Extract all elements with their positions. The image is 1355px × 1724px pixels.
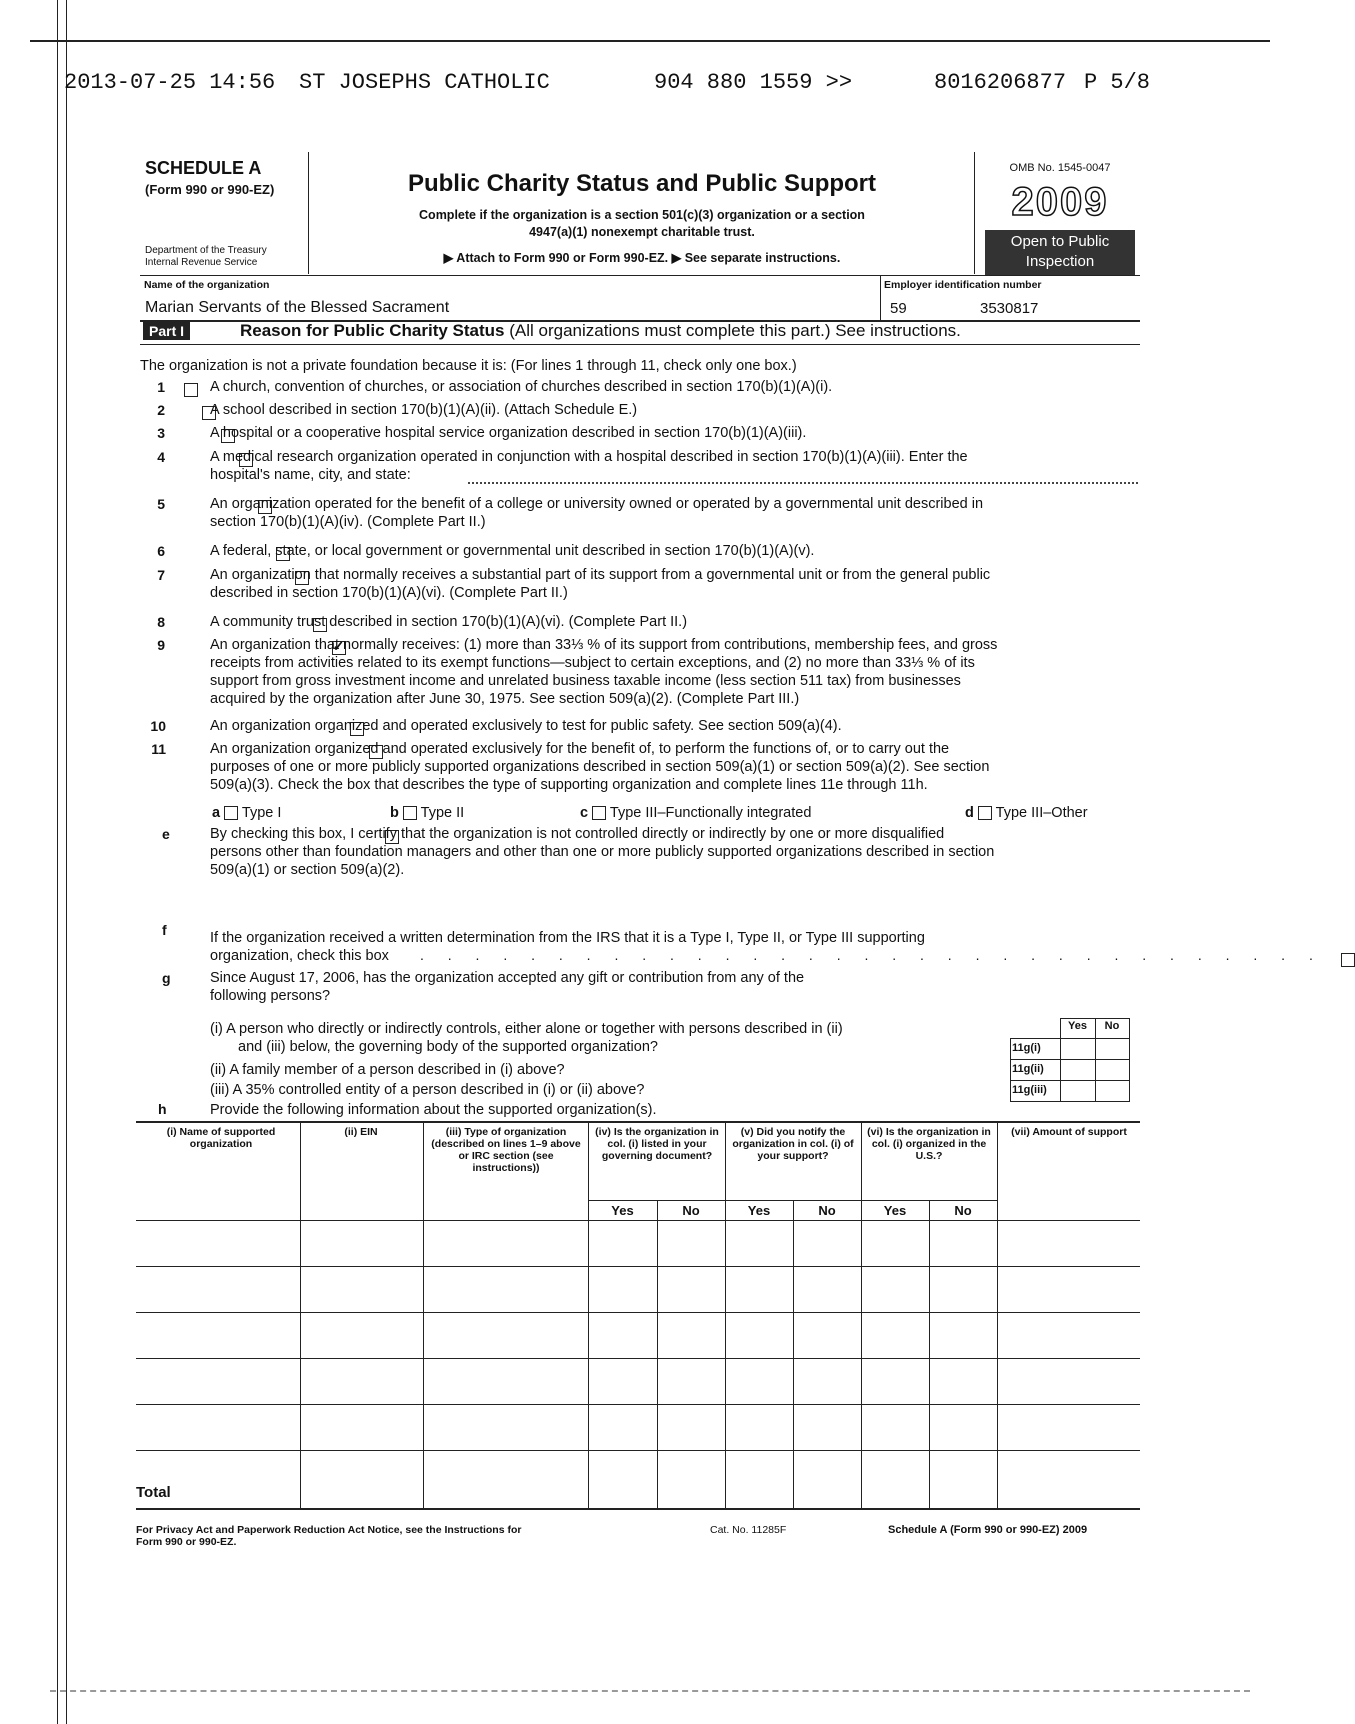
scan-noise-line xyxy=(50,1690,1250,1692)
scan-edge-line xyxy=(66,0,67,1724)
scan-top-line xyxy=(30,40,1270,42)
line-8-text: A community trust described in section 170(b)(1)(A)(vi). (Complete Part II.) xyxy=(210,614,688,630)
checkbox-line-1[interactable] xyxy=(184,383,198,397)
checkbox-type-c[interactable] xyxy=(592,806,606,820)
col-header-us: (vi) Is the organization in col. (i) organized in the U.S.? xyxy=(867,1126,991,1162)
col-header-ein: (ii) EIN xyxy=(344,1126,378,1138)
grid-line xyxy=(1010,1038,1130,1039)
line-11-text-b: purposes of one or more publicly supported organizations described in section 509(a)(1) or section 509(a)(2). See section xyxy=(210,759,990,775)
line-number: 11 xyxy=(151,741,166,757)
dept-line-2: Internal Revenue Service xyxy=(145,257,258,268)
line-11g-iii-text: (iii) A 35% controlled entity of a person described in (i) or (ii) above? xyxy=(210,1082,645,1098)
line-11g-ii-text: (ii) A family member of a person described in (i) above? xyxy=(210,1062,565,1078)
line-10-text: An organization organized and operated exclusively to test for public safety. See section 509(a)(4). xyxy=(210,718,842,734)
line-number: 3 xyxy=(157,425,165,441)
open-line-2: Inspection xyxy=(1025,253,1095,270)
yes-header: Yes xyxy=(611,1203,634,1218)
yes-header: Yes xyxy=(747,1203,771,1218)
type-d-option[interactable]: d Type III–Other xyxy=(965,805,1088,821)
line-9-text-d: acquired by the organization after June 30, 1975. See section 509(a)(2). (Complete Part III.) xyxy=(210,691,800,707)
no-header: No xyxy=(954,1203,972,1218)
line-number: 10 xyxy=(150,718,166,734)
no-header: No xyxy=(682,1203,700,1218)
line-11e-text-b: persons other than foundation managers and other than one or more publicly supported organizations described in section xyxy=(210,844,995,860)
hospital-input[interactable] xyxy=(468,482,1138,484)
table-row xyxy=(136,1266,1140,1267)
line-11g-i-text-a: (i) A person who directly or indirectly controls, either alone or together with persons described in (ii) xyxy=(210,1021,843,1037)
col-header-name: (i) Name of supported organization xyxy=(166,1126,276,1150)
line-number: 9 xyxy=(157,637,165,653)
line-4-text: A medical research organization operated in conjunction with a hospital described in section 170(b)(1)(A)(iii). Enter the xyxy=(210,449,968,465)
privacy-line-1: For Privacy Act and Paperwork Reduction Act Notice, see the Instructions for xyxy=(136,1524,522,1536)
part1-title: Reason for Public Charity Status xyxy=(240,321,505,340)
line-9-text-a: An organization that normally receives: (1) more than 33⅓ % of its support from contributions, membership fees, and gross xyxy=(210,637,998,653)
yes-header: Yes xyxy=(883,1203,907,1218)
grid-line xyxy=(1010,1038,1011,1102)
line-11h-letter: h xyxy=(158,1101,167,1117)
catalog-number: Cat. No. 11285F xyxy=(710,1524,787,1536)
ref-11g-i: 11g(i) xyxy=(1012,1042,1041,1054)
col-header-notify: (v) Did you notify the organization in col. (i) of your support? xyxy=(732,1126,854,1162)
form-subtitle-1: Complete if the organization is a section 501(c)(3) organization or a section xyxy=(419,208,865,222)
no-header: No xyxy=(1104,1020,1120,1032)
col-header-type: (iii) Type of organization (described on lines 1–9 above or IRC section (see instructions)) xyxy=(431,1126,581,1174)
header-divider-left xyxy=(308,152,309,274)
line-11e-text-a: By checking this box, I certify that the organization is not controlled directly or indirectly by one or more disqualified xyxy=(210,826,945,842)
schedule-label: SCHEDULE A xyxy=(145,158,262,178)
line-11-text-c: 509(a)(3). Check the box that describes the type of supporting organization and complete lines 11e through 11h. xyxy=(210,777,928,793)
line-11g-letter: g xyxy=(162,970,171,986)
fax-datetime: 2013-07-25 14:56 xyxy=(64,70,276,95)
type-a-label: Type I xyxy=(241,805,282,821)
line-2-text: A school described in section 170(b)(1)(A)(ii). (Attach Schedule E.) xyxy=(210,402,638,418)
footer-form-name: Schedule A (Form 990 or 990-EZ) 2009 xyxy=(888,1524,1088,1536)
line-11e-letter: e xyxy=(162,826,170,842)
col-line xyxy=(997,1122,998,1510)
form-subtitle-2: 4947(a)(1) nonexempt charitable trust. xyxy=(529,225,755,239)
type-c-label: Type III–Functionally integrated xyxy=(609,805,812,821)
ref-11g-iii: 11g(iii) xyxy=(1012,1084,1047,1096)
grid-line xyxy=(1010,1059,1130,1060)
ein-suffix: 3530817 xyxy=(980,300,1039,317)
line-11h-text: Provide the following information about the supported organization(s). xyxy=(210,1102,657,1118)
checkbox-type-b[interactable] xyxy=(403,806,417,820)
ref-11g-ii: 11g(ii) xyxy=(1012,1063,1044,1075)
part1-tag: Part I xyxy=(143,322,190,340)
type-c-option[interactable]: c Type III–Functionally integrated xyxy=(580,805,812,821)
line-number: 6 xyxy=(157,543,165,559)
yes-no-grid xyxy=(1010,1018,1130,1102)
col-header-listed: (iv) Is the organization in col. (i) listed in your governing document? xyxy=(595,1126,719,1162)
line-5-text-a: An organization operated for the benefit of a college or university owned or operated by a governmental unit described in xyxy=(210,496,984,512)
header-divider-right xyxy=(974,152,975,274)
form-ref: (Form 990 or 990-EZ) xyxy=(145,182,275,197)
ein-label: Employer identification number xyxy=(884,279,1042,291)
col-header-amount: (vii) Amount of support xyxy=(1011,1126,1127,1138)
type-b-option[interactable]: b Type II xyxy=(390,805,465,821)
line-11g-i-text-b: and (iii) below, the governing body of the supported organization? xyxy=(238,1039,658,1055)
fax-page: P 5/8 xyxy=(1084,70,1151,95)
privacy-line-2: Form 990 or 990-EZ. xyxy=(136,1536,237,1548)
line-3-text: A hospital or a cooperative hospital service organization described in section 170(b)(1)(A)(iii). xyxy=(210,425,807,441)
line-number: 5 xyxy=(157,496,165,512)
col-line xyxy=(300,1122,301,1510)
line-number: 1 xyxy=(157,379,165,395)
fax-phone: 904 880 1559 >> xyxy=(654,70,853,95)
line-7-text-a: An organization that normally receives a substantial part of its support from a governmental unit or from the general public xyxy=(210,567,991,583)
grid-line xyxy=(1010,1080,1130,1081)
fax-sender: ST JOSEPHS CATHOLIC xyxy=(299,70,550,95)
grid-line xyxy=(1010,1101,1130,1102)
line-11-text-a: An organization organized and operated exclusively for the benefit of, to perform the functions of, or to carry out the xyxy=(210,741,950,757)
fax-dest: 8016206877 xyxy=(934,70,1067,95)
leader-dots: . . . . . . . . . . . . . . . . . . . . . . . . . . . . . . . . . xyxy=(420,947,1323,963)
part1-title-note: (All organizations must complete this part.) See instructions. xyxy=(509,321,961,340)
line-11f-text-a: If the organization received a written determination from the IRS that it is a Type I, Type II, or Type III supporting xyxy=(210,930,925,946)
no-header: No xyxy=(818,1203,836,1218)
part1-title-row xyxy=(240,321,961,341)
grid-line xyxy=(1129,1018,1130,1102)
checkbox-line-11f[interactable] xyxy=(1341,953,1355,967)
yes-header: Yes xyxy=(1068,1020,1087,1032)
open-to-public-badge xyxy=(985,230,1135,276)
part1-intro: The organization is not a private foundation because it is: (For lines 1 through 11, check only one box.) xyxy=(140,358,797,374)
line-6-text: A federal, state, or local government or governmental unit described in section 170(b)(1)(A)(v). xyxy=(210,543,815,559)
form-attach: ▶ Attach to Form 990 or Form 990-EZ. ▶ See separate instructions. xyxy=(443,251,841,265)
col-line xyxy=(588,1122,589,1510)
org-name-value: Marian Servants of the Blessed Sacrament xyxy=(145,299,450,316)
checkbox-type-a[interactable] xyxy=(224,806,238,820)
table-row xyxy=(136,1312,1140,1313)
line-11f-text-b: organization, check this box xyxy=(210,948,389,964)
omb-number: OMB No. 1545-0047 xyxy=(1009,162,1111,174)
tax-year: 2009 xyxy=(1011,180,1109,224)
table-row xyxy=(136,1404,1140,1405)
part1-header-bottom xyxy=(140,344,1140,345)
table-row xyxy=(136,1450,1140,1451)
dept-label xyxy=(145,245,267,269)
line-11f-letter: f xyxy=(162,922,167,938)
type-a-option[interactable]: a Type I xyxy=(212,805,282,821)
line-7-text-b: described in section 170(b)(1)(A)(vi). (Complete Part II.) xyxy=(210,585,568,601)
line-number: 2 xyxy=(157,402,165,418)
open-line-1: Open to Public xyxy=(1010,233,1110,250)
privacy-notice xyxy=(136,1524,521,1548)
col-line xyxy=(861,1122,862,1510)
ein-divider xyxy=(880,275,881,320)
line-5-text-b: section 170(b)(1)(A)(iv). (Complete Part II.) xyxy=(210,514,486,530)
form-title: Public Charity Status and Public Support xyxy=(407,170,877,197)
yes-no-row-line xyxy=(588,1200,997,1201)
col-line xyxy=(929,1200,930,1510)
type-d-label: Type III–Other xyxy=(995,805,1088,821)
col-line xyxy=(725,1122,726,1510)
line-11e-text-c: 509(a)(1) or section 509(a)(2). xyxy=(210,862,405,878)
line-number: 4 xyxy=(157,449,165,465)
line-number: 8 xyxy=(157,614,165,630)
ein-prefix: 59 xyxy=(890,300,907,317)
type-b-label: Type II xyxy=(420,805,465,821)
line-4-hospital-label: hospital's name, city, and state: xyxy=(210,467,411,483)
table-row xyxy=(136,1358,1140,1359)
supported-org-table xyxy=(136,1122,1140,1510)
checkbox-type-d[interactable] xyxy=(978,806,992,820)
scan-edge-line xyxy=(57,0,58,1724)
header-bottom xyxy=(136,1220,1140,1221)
total-label: Total xyxy=(136,1484,171,1501)
line-11g-text-b: following persons? xyxy=(210,988,331,1004)
line-number: 7 xyxy=(157,567,165,583)
table-row xyxy=(136,1508,1140,1510)
line-9-text-c: support from gross investment income and unrelated business taxable income (less section 511 tax) from businesses xyxy=(210,673,961,689)
org-name-label: Name of the organization xyxy=(144,279,270,291)
line-9-text-b: receipts from activities related to its exempt functions—subject to certain exceptions, and (2) no more than 33⅓ % of its xyxy=(210,655,975,671)
line-11g-text-a: Since August 17, 2006, has the organization accepted any gift or contribution from any of the xyxy=(210,970,805,986)
col-line xyxy=(423,1122,424,1510)
dept-line-1: Department of the Treasury xyxy=(145,245,267,256)
header-bottom-line xyxy=(140,275,1140,276)
col-line xyxy=(657,1200,658,1510)
col-line xyxy=(793,1200,794,1510)
line-1-text: A church, convention of churches, or association of churches described in section 170(b)(1)(A)(i). xyxy=(210,379,833,395)
